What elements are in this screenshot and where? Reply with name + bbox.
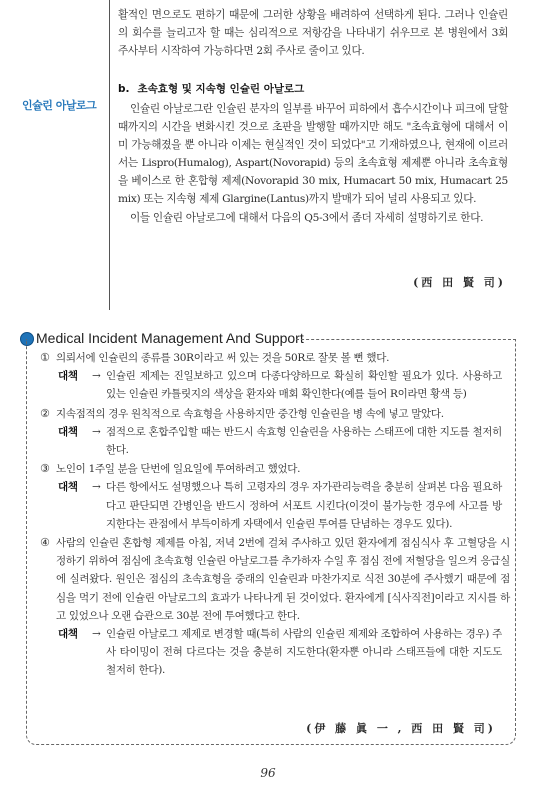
arrow-icon: → [92,425,101,438]
measure-label: 대책 [58,425,78,438]
incident-text: 사람의 인슐린 혼합형 제제를 아침, 저녁 2번에 걸쳐 주사하고 있던 환자에게 점심식사 후 고혈당을 시정하기 위하여 점심에 초속효형 인슐린 아날로그를 추가하자 수일 후 점심 전에 저혈당을 일으켜 응급실에 실려왔다. 원인은 점심의 초속효형을 중래의 인슐린과 마찬가지로 식전 30분에 주사했기 때문에 점심을 먹기 전에 인슐린 아날로그의 효과가 나타나게 된 것이었다. 환자에게 [식사직전]이라고 지시를 하고 있었으나 오랜 습관으로 30분 전에 투여했다고 한다. [56,537,510,622]
incident-item [40,405,510,460]
measure-text: 점적으로 혼합주입할 때는 반드시 속효형 인슐린을 사용하는 스태프에 대한 지도를 철저히 한다. [106,425,502,457]
section-author: (西 田 賢 司) [413,276,506,289]
paragraph-text: 인슐린 아날로그란 인슐린 분자의 일부를 바꾸어 피하에서 흡수시간이나 피크에 달할 때까지의 시간을 변화시킨 것으로 초판을 발행할 때까지만 해도 "초속효형에 대해서 이미 가능해졌을 뿐 아니라 이제는 현실적인 것이 되었다"고 기재하였으나, 현재에 이르러서는 Lispro(Humalog), Aspart(Novorapid) 등의 초속효형 제제뿐 아니라 초속효형을 베이스로 한 혼합형 제제(Novorapid 30 mix, Humacart 50 mix, Humacart 25 mix) 또는 지속형 제제 Glargine(Lantus)까지 발매가 되어 널리 사용되고 있다. [118,103,508,206]
measure-label: 대책 [58,481,78,494]
section-subheading [118,81,312,96]
item-number: ② [40,406,50,420]
paragraph-text: 활적인 면으로도 편하기 때문에 그러한 상황을 배려하여 선택하게 된다. 그러나 인슐린의 회수를 늘리고자 할 때는 심리적으로 저항감을 나타내기 쉬우므로 본 병원에서 3회 주사부터 시작하여 가능하다면 2회 주사로 줄이고 있다. [118,9,508,58]
item-number: ④ [40,536,50,550]
measure-text: 다른 항에서도 설명했으나 특히 고령자의 경우 자가관리능력을 충분히 살펴본 다음 필요하다고 판단되면 간병인을 반드시 정하여 서포트 시킨다(이것이 불가능한 경우에 사고를 방지한다는 관점에서 부득이하게 자택에서 인슐린 투여를 단념하는 경우도 있다). [106,481,502,530]
margin-note: 인슐린 아날로그 [22,99,97,112]
margin-rule [109,0,110,310]
analog-paragraphs [118,100,508,227]
incident-item [40,460,510,533]
item-number: ① [40,351,50,364]
incident-text: 의뢰서에 인슐린의 종류를 30R이라고 써 있는 것을 50R로 잘못 볼 뻔 했다. [56,352,390,364]
incident-item [40,534,510,680]
continued-paragraph [118,6,508,60]
measure-label: 대책 [58,370,78,383]
page-number: 96 [260,766,276,780]
measure-label: 대책 [58,628,78,641]
box-author: (伊 藤 眞 一 , 西 田 賢 司) [306,722,496,735]
incident-item [40,349,510,404]
incident-text: 지속점적의 경우 원칙적으로 속효형을 사용하지만 중간형 인슐린을 병 속에 넣고 말았다. [56,407,444,420]
arrow-icon: → [92,628,101,641]
box-title: Medical Incident Management And Support [36,330,304,346]
arrow-icon: → [92,481,101,494]
incident-list [40,349,510,681]
arrow-icon: → [92,370,101,383]
subheading-text: 초속효형 및 지속형 인슐린 아날로그 [137,83,305,95]
paragraph-text: 이들 인슐린 아날로그에 대해서 다음의 Q5-3에서 좀더 자세히 설명하기로 한다. [130,211,484,224]
subheading-letter: b. [118,83,130,95]
incident-text: 노인이 1주일 분을 단번에 일요일에 투여하려고 했었다. [56,463,301,476]
item-number: ③ [40,462,50,476]
measure-text: 인슐린 아날로그 제제로 변경할 때(특히 사람의 인슐린 제제와 조합하여 사용하는 경우) 주사 타이밍이 전혀 다르다는 것을 충분히 지도한다(환자뿐 아니라 스태프들에 대한 지도도 철저히 한다). [106,628,502,677]
measure-text: 인슐린 제제는 진일보하고 있으며 다종다양하므로 확실히 확인할 필요가 있다. 사용하고 있는 인슐린 카틀릿지의 색상을 환자와 매회 확인한다(예를 들어 R이라면 황색 등) [106,370,502,401]
